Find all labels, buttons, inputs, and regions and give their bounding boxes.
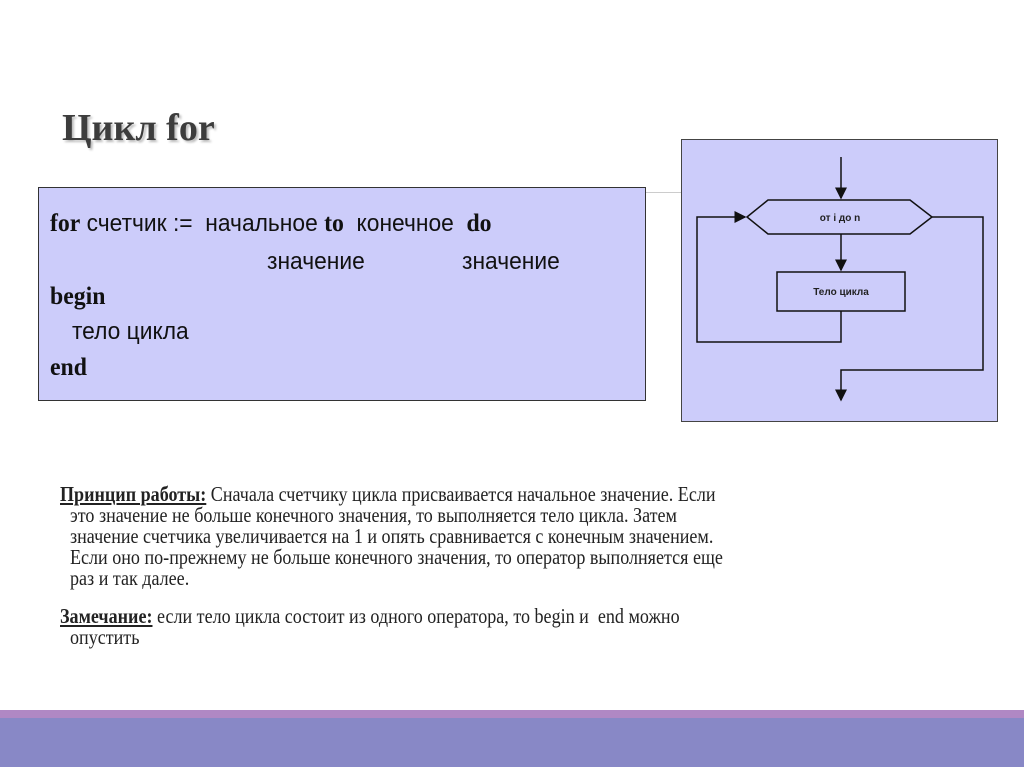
footer-bar: [0, 718, 1024, 767]
keyword-end-text: end: [50, 354, 87, 381]
principle-line: значение счетчика увеличивается на 1 и опять сравнивается с конечным значением.: [70, 524, 714, 548]
flowchart: [681, 139, 999, 423]
principle-line: Если оно по-прежнему не больше конечного значения, то оператор выполняется еще: [70, 545, 723, 569]
keyword-end: [50, 354, 87, 382]
code-text: счетчик := начальное: [80, 210, 325, 237]
principle-label: Принцип работы:: [60, 482, 207, 506]
code-block: [38, 187, 646, 401]
note-text: если тело цикла состоит из одного оператора, то begin и end можно: [152, 604, 680, 628]
code-line-1: [50, 210, 492, 238]
principle-text: Сначала счетчику цикла присваивается начальное значение. Если: [206, 482, 716, 506]
keyword-do: do: [466, 210, 492, 237]
code-initial-value: значение: [267, 248, 365, 275]
note-line: [60, 606, 680, 627]
principle-line: [60, 484, 716, 505]
keyword-for: for: [50, 210, 81, 237]
code-text: конечное: [343, 210, 467, 237]
code-final-value: значение: [462, 248, 560, 275]
keyword-begin-text: begin: [50, 283, 106, 310]
note-label: Замечание:: [60, 604, 153, 628]
code-body: тело цикла: [72, 318, 189, 345]
connector-line: [646, 192, 682, 193]
loop-label: от i до n: [819, 213, 861, 224]
principle-line: это значение не больше конечного значения, то выполняется тело цикла. Затем: [70, 503, 677, 527]
note-line: опустить: [70, 625, 140, 649]
slide-title: Цикл for: [62, 107, 215, 149]
keyword-to: to: [324, 210, 344, 237]
keyword-begin: [50, 283, 105, 311]
footer-stripe: [0, 710, 1024, 718]
body-label: Тело цикла: [813, 287, 869, 298]
principle-line: раз и так далее.: [70, 566, 190, 590]
